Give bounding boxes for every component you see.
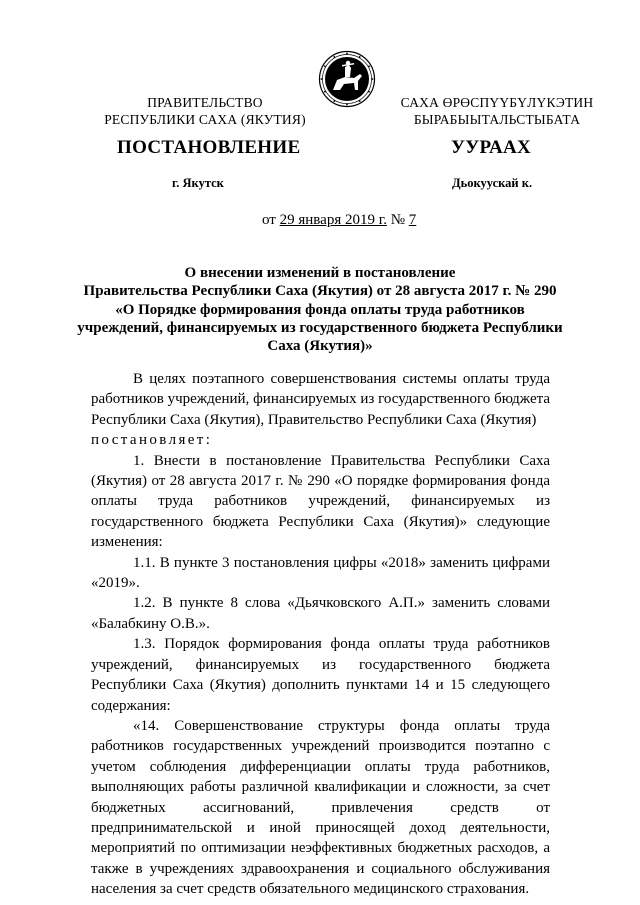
decree-number: 7 [408, 212, 417, 228]
decree-date: 29 января 2019 г. [279, 212, 387, 228]
paragraph-1-2: 1.2. В пункте 8 слова «Дьячковского А.П.» заменить словами «Балабкину О.В.». [91, 595, 550, 632]
title-line: учреждений, финансируемых из государственного бюджета Республики [77, 319, 563, 336]
paragraph-1-3: 1.3. Порядок формирования фонда оплаты труда работников учреждений, финансируемых из государственного бюджета Республики Саха (Якутия) дополнить пунктами 14 и 15 следующего содержания: [91, 636, 550, 714]
header-right-line2: БЫРАБЫЫТАЛЬСТЫБАТА [413, 112, 581, 127]
coat-of-arms-emblem [318, 50, 376, 108]
doc-type-right: УУРААХ [451, 137, 532, 158]
title-line: О внесении изменений в постановление [184, 265, 456, 281]
header-left-line1: ПРАВИТЕЛЬСТВО [147, 95, 263, 110]
title-line: «О Порядке формирования фонда оплаты труда работников [115, 301, 525, 318]
doc-type-left: ПОСТАНОВЛЕНИЕ [117, 137, 301, 158]
paragraph-1: 1. Внести в постановление Правительства Республики Саха (Якутия) от 28 августа 2017 г. № 290 «О порядке формирования фонда оплаты труда работников учреждений, финансируемых из государственного бюджета Республики Саха (Якутия)» следующие изменения: [91, 452, 550, 551]
document-title [60, 264, 580, 355]
document-body [91, 369, 550, 900]
header-right-authority [392, 94, 602, 128]
paragraph-14: «14. Совершенствование структуры фонда оплаты труда работников государственных учреждений производится поэтапно с учетом соблюдения дифференциации оплаты труда работников, выполняющих работы различной квалификации и сложности, за счет бюджетных ассигнований, привлечения средств от предпринимательской и иной приносящей доход деятельности, мероприятий по оптимизации неэффективных бюджетных расходов, а также в учреждениях здравоохранения и социального обслуживания населения за счет средств обязательного медицинского страхования. [91, 717, 550, 898]
paragraph-1-1: 1.1. В пункте 3 постановления цифры «2018» заменить цифрами «2019». [91, 554, 550, 592]
header-left-authority [100, 94, 310, 128]
header-left-line2: РЕСПУБЛИКИ САХА (ЯКУТИЯ) [104, 112, 306, 127]
decree-word: постановляет: [91, 432, 213, 449]
city-left: г. Якутск [172, 176, 224, 190]
number-sign: № [390, 212, 406, 228]
city-right: Дьокуускай к. [452, 176, 533, 190]
title-line: Саха (Якутия)» [267, 338, 373, 355]
intro-paragraph: В целях поэтапного совершенствования системы оплаты труда работников учреждений, финансируемых из государственного бюджета Республики Саха (Якутия), Правительство Республики Саха (Якутия) [91, 371, 550, 428]
title-line: Правительства Республики Саха (Якутия) от 28 августа 2017 г. № 290 [83, 283, 557, 300]
date-line [262, 212, 416, 229]
date-prefix: от [262, 212, 276, 228]
header-right-line1: САХА ӨРӨСПҮҮБҮЛҮКЭТИН [400, 95, 594, 110]
